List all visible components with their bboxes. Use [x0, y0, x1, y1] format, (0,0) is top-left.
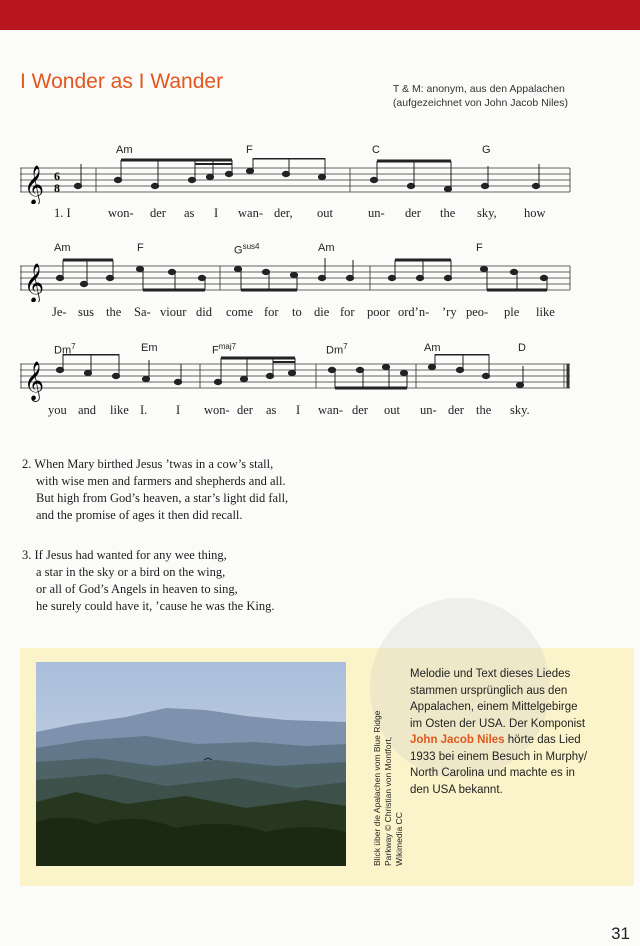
music-staff-3	[20, 354, 572, 402]
chord-symbol	[234, 242, 259, 257]
lyric-syllable: die	[314, 305, 330, 319]
chord-root: G	[234, 244, 243, 257]
caption-line: Parkway © Christian von Montfort,	[383, 736, 393, 866]
time-sig-bottom: 8	[54, 181, 60, 195]
lyric-syllable: wan-	[238, 206, 263, 220]
lyric-syllable: out	[317, 206, 333, 220]
verse-line: with wise men and farmers and shepherds and all.	[36, 474, 286, 488]
notes-1	[74, 158, 539, 192]
top-bar-edge	[0, 30, 640, 40]
treble-clef-icon: 𝄞	[24, 165, 45, 204]
lyric-syllable: peo-	[466, 305, 489, 319]
verse-line: a star in the sky or a bird on the wing,	[36, 565, 226, 579]
lyric-syllable: der	[237, 403, 253, 417]
lyric-syllable: sky.	[510, 403, 530, 417]
lyric-syllable: ple	[504, 305, 520, 319]
verse-line: and the promise of ages it then did recall.	[36, 508, 243, 522]
music-staff-1	[20, 158, 572, 204]
chord-symbol: F	[246, 144, 253, 156]
lyric-syllable: der	[352, 403, 368, 417]
lyric-syllable: won-	[204, 403, 230, 417]
lyric-syllable: ’ry	[442, 305, 457, 319]
lyric-syllable: der,	[274, 206, 293, 220]
verse-2	[22, 456, 288, 524]
lyric-syllable: like	[110, 403, 129, 417]
lyric-syllable: won-	[108, 206, 134, 220]
chord-root: F	[212, 344, 219, 357]
lyric-syllable: un-	[368, 206, 385, 220]
chord-symbol: D	[518, 342, 526, 354]
verse-line: 2. When Mary birthed Jesus ’twas in a cow’s stall,	[22, 457, 274, 471]
chord-symbol: C	[372, 144, 380, 156]
notes-2	[56, 258, 547, 290]
lyric-syllable: sus	[78, 305, 94, 319]
chord-symbol: Em	[141, 342, 158, 354]
lyric-syllable: and	[78, 403, 97, 417]
info-text	[410, 666, 590, 798]
lyric-syllable: Sa-	[134, 305, 151, 319]
lyric-syllable: I	[214, 206, 219, 220]
chord-symbol: F	[476, 242, 483, 254]
music-staff-2	[20, 256, 572, 302]
lyric-syllable: you	[48, 403, 67, 417]
lyric-syllable: sky,	[477, 206, 497, 220]
lyric-syllable: der	[405, 206, 421, 220]
verse-line: 3. If Jesus had wanted for any wee thing,	[22, 548, 227, 562]
lyric-syllable: Je-	[52, 305, 67, 319]
mountain-landscape-image	[36, 662, 346, 866]
lyric-syllable: the	[106, 305, 122, 319]
lyric-syllable: der	[448, 403, 464, 417]
lyric-syllable: how	[524, 206, 546, 220]
treble-clef-icon: 𝄞	[24, 361, 45, 401]
lyric-syllable: ord’n-	[398, 305, 430, 319]
chord-extension: 7	[71, 342, 76, 351]
caption-line: Blick über die Apalachen vom Blue Ridge	[372, 710, 382, 866]
lyric-syllable: as	[184, 206, 195, 220]
chord-extension: sus4	[242, 242, 260, 251]
landscape-photo	[36, 662, 346, 866]
chord-symbol: Am	[318, 242, 335, 254]
lyric-syllable: I	[296, 403, 301, 417]
chord-extension: maj7	[218, 342, 237, 351]
chord-symbol: Am	[116, 144, 133, 156]
time-sig-top: 6	[54, 169, 60, 183]
lyric-syllable: out	[384, 403, 400, 417]
photo-caption	[372, 666, 405, 866]
verse-line: he surely could have it, ’cause he was the King.	[36, 599, 275, 613]
lyric-syllable: like	[536, 305, 555, 319]
credits-line-1: T & M: anonym, aus den Appalachen	[392, 83, 565, 95]
lyric-syllable: I	[176, 403, 181, 417]
lyric-syllable: for	[340, 305, 355, 319]
lyric-syllable: poor	[367, 305, 390, 319]
lyric-syllable: viour	[160, 305, 187, 319]
chord-symbol: F	[137, 242, 144, 254]
verse-3	[22, 547, 274, 615]
treble-clef-icon: 𝄞	[24, 263, 45, 302]
page-number: 31	[611, 924, 630, 943]
lyric-syllable: did	[196, 305, 212, 319]
chord-extension: 7	[343, 342, 348, 351]
verse-line: or all of God’s Angels in heaven to sing,	[36, 582, 238, 596]
lyric-syllable: wan-	[318, 403, 343, 417]
lyric-syllable: 1. I	[54, 206, 71, 220]
credits-line-2: (aufgezeichnet von John Jacob Niles)	[392, 97, 568, 109]
lyric-syllable: come	[226, 305, 254, 319]
verse-line: But high from God’s heaven, a star’s light did fall,	[36, 491, 289, 505]
chord-symbol: Am	[54, 242, 71, 254]
chord-symbol: G	[482, 144, 491, 156]
caption-line: Wikimedia CC	[394, 812, 404, 866]
chord-symbol: Am	[424, 342, 441, 354]
info-text-part: Melodie und Text dieses Liedes stammen ursprünglich aus den Appalachen, einem Mittelgebirge im Osten der USA. Der Komponist	[410, 668, 586, 730]
lyric-syllable: un-	[420, 403, 437, 417]
notes-3	[56, 354, 523, 388]
lyric-syllable: der	[150, 206, 166, 220]
song-credits	[393, 82, 568, 110]
composer-name-highlight: John Jacob Niles	[410, 734, 505, 746]
lyric-syllable: I.	[140, 403, 148, 417]
chord-root: Dm	[326, 344, 344, 357]
lyric-syllable: to	[292, 305, 302, 319]
chord-root: Dm	[54, 344, 72, 357]
song-title: I Wonder as I Wander	[20, 70, 224, 93]
lyric-syllable: the	[476, 403, 492, 417]
info-text-part: hörte das Lied 1933 bei einem Besuch in Murphy/ North Carolina und machte es in den USA bekannt.	[410, 734, 588, 796]
lyric-syllable: for	[264, 305, 279, 319]
lyric-syllable: the	[440, 206, 456, 220]
lyric-syllable: as	[266, 403, 277, 417]
